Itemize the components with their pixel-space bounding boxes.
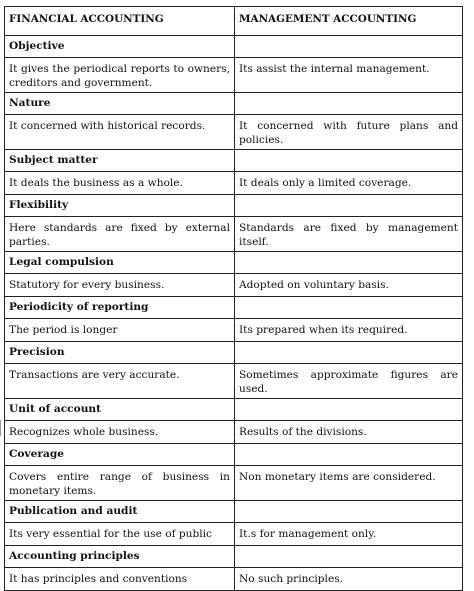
management-cell: No such principles. (235, 568, 463, 591)
management-cell: It deals only a limited coverage. (235, 172, 463, 195)
financial-cell: Covers entire range of business in monetary items. (5, 466, 235, 501)
management-cell: It concerned with future plans and policies. (235, 115, 463, 150)
section-blank (235, 501, 463, 523)
section-title: Unit of account (5, 399, 235, 421)
table-row (5, 319, 463, 342)
management-cell: Its prepared when its required. (235, 319, 463, 342)
table-row (5, 115, 463, 150)
financial-cell: The period is longer (5, 319, 235, 342)
financial-cell: It has principles and conventions (5, 568, 235, 591)
section-blank (235, 252, 463, 274)
financial-cell: It deals the business as a whole. (5, 172, 235, 195)
section-row (5, 36, 463, 58)
section-row (5, 195, 463, 217)
section-blank (235, 93, 463, 115)
table-row (5, 58, 463, 93)
management-cell: It.s for management only. (235, 523, 463, 546)
financial-cell: It gives the periodical reports to owners, creditors and government. (5, 58, 235, 93)
section-title: Objective (5, 36, 235, 58)
section-row (5, 297, 463, 319)
header-financial: FINANCIAL ACCOUNTING (5, 7, 235, 36)
section-title: Periodicity of reporting (5, 297, 235, 319)
table-row (5, 568, 463, 591)
section-title: Publication and audit (5, 501, 235, 523)
section-title: Flexibility (5, 195, 235, 217)
table-row (5, 523, 463, 546)
comparison-document (4, 6, 462, 591)
management-cell: Sometimes approximate figures are used. (235, 364, 463, 399)
table-row (5, 421, 463, 444)
financial-cell: Transactions are very accurate. (5, 364, 235, 399)
management-cell: Standards are fixed by management itself. (235, 217, 463, 252)
header-row (5, 7, 463, 36)
table-row (5, 217, 463, 252)
section-row (5, 444, 463, 466)
scan-edge-mark (0, 420, 1, 436)
table-row (5, 172, 463, 195)
section-blank (235, 297, 463, 319)
comparison-table (4, 6, 463, 591)
financial-cell: It concerned with historical records. (5, 115, 235, 150)
section-row (5, 342, 463, 364)
section-row (5, 93, 463, 115)
section-blank (235, 444, 463, 466)
section-title: Legal compulsion (5, 252, 235, 274)
management-cell: Non monetary items are considered. (235, 466, 463, 501)
section-row (5, 546, 463, 568)
section-row (5, 252, 463, 274)
section-row (5, 150, 463, 172)
section-title: Precision (5, 342, 235, 364)
section-blank (235, 36, 463, 58)
header-management: MANAGEMENT ACCOUNTING (235, 7, 463, 36)
table-row (5, 274, 463, 297)
section-title: Nature (5, 93, 235, 115)
section-blank (235, 399, 463, 421)
section-row (5, 399, 463, 421)
section-blank (235, 195, 463, 217)
management-cell: Adopted on voluntary basis. (235, 274, 463, 297)
section-blank (235, 546, 463, 568)
section-title: Coverage (5, 444, 235, 466)
management-cell: Results of the divisions. (235, 421, 463, 444)
section-row (5, 501, 463, 523)
financial-cell: Recognizes whole business. (5, 421, 235, 444)
section-title: Subject matter (5, 150, 235, 172)
management-cell: Its assist the internal management. (235, 58, 463, 93)
section-title: Accounting principles (5, 546, 235, 568)
financial-cell: Statutory for every business. (5, 274, 235, 297)
table-row (5, 466, 463, 501)
section-blank (235, 150, 463, 172)
financial-cell: Here standards are fixed by external parties. (5, 217, 235, 252)
financial-cell: Its very essential for the use of public (5, 523, 235, 546)
table-row (5, 364, 463, 399)
section-blank (235, 342, 463, 364)
